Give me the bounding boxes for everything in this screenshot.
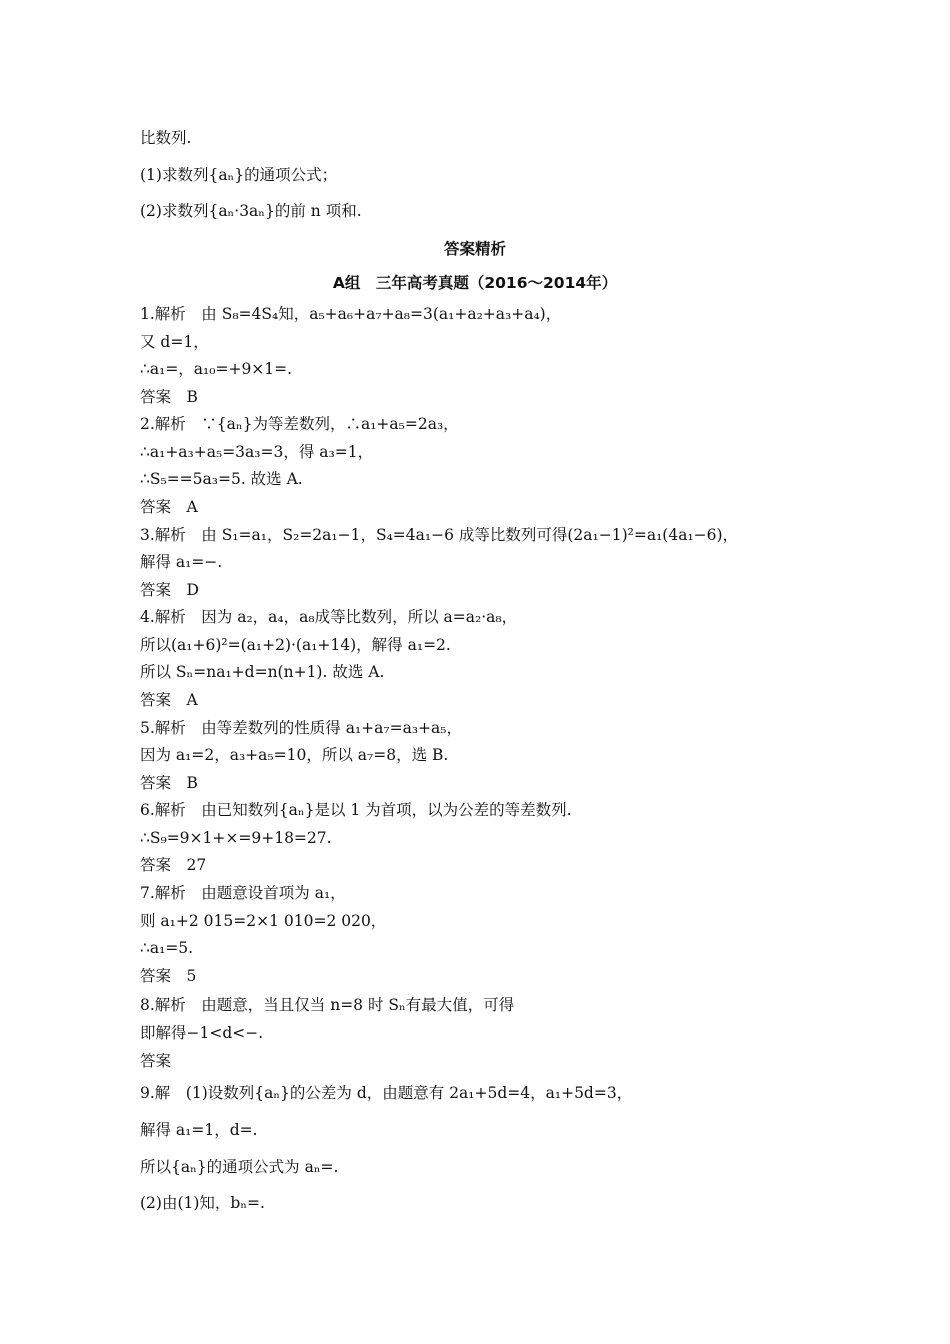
- text-line: 答案 A: [140, 691, 198, 709]
- text-line: 5.解析 由等差数列的性质得 a₁+a₇=a₃+a₅，: [140, 719, 462, 737]
- text-line: ∴a₁=5.: [140, 939, 194, 957]
- intro-line-2: (1)求数列{aₙ}的通项公式；: [140, 166, 338, 184]
- group-title: A组 三年高考真题（2016～2014年）: [332, 274, 618, 292]
- answer-title: 答案精析: [443, 240, 506, 258]
- text-line: ∴S₅==5a₃=5. 故选 A.: [140, 470, 303, 488]
- text-line: 4.解析 因为 a₂，a₄，a₈成等比数列，所以 a=a₂·a₈，: [140, 608, 518, 626]
- text-line: 6.解析 由已知数列{aₙ}是以 1 为首项，以为公差的等差数列.: [140, 801, 572, 819]
- text-line: 答案 5: [140, 967, 197, 985]
- text-line: 又 d=1，: [140, 333, 209, 351]
- text-line: 因为 a₁=2，a₃+a₅=10，所以 a₇=8，选 B.: [140, 746, 449, 764]
- text-line: ∴a₁+a₃+a₅=3a₃=3，得 a₃=1，: [140, 443, 374, 461]
- text-line: 答案 A: [140, 498, 198, 516]
- text-line: 8.解析 由题意，当且仅当 n=8 时 Sₙ有最大值，可得: [140, 996, 515, 1014]
- text-line: 2.解析 ∵{aₙ}为等差数列，∴a₁+a₅=2a₃，: [140, 415, 459, 433]
- text-line: 解得 a₁=1，d=.: [140, 1121, 258, 1139]
- text-line: 所以{aₙ}的通项公式为 aₙ=.: [140, 1158, 339, 1176]
- text-line: ∴S₉=9×1+×=9+18=27.: [140, 829, 332, 847]
- intro-line-3: (2)求数列{aₙ·3aₙ}的前 n 项和.: [140, 202, 362, 220]
- text-line: 答案 B: [140, 388, 198, 406]
- text-line: (2)由(1)知，bₙ=.: [140, 1194, 265, 1212]
- text-line: 即解得−1<d<−.: [140, 1024, 264, 1042]
- text-line: 所以(a₁+6)²=(a₁+2)·(a₁+14)，解得 a₁=2.: [140, 636, 451, 654]
- text-line: ∴a₁=，a₁₀=+9×1=.: [140, 360, 293, 378]
- text-line: 则 a₁+2 015=2×1 010=2 020，: [140, 912, 387, 930]
- text-line: 7.解析 由题意设首项为 a₁，: [140, 884, 346, 902]
- intro-line-1: 比数列.: [140, 129, 192, 147]
- text-line: 答案 27: [140, 856, 207, 874]
- text-line: 9.解 (1)设数列{aₙ}的公差为 d，由题意有 2a₁+5d=4，a₁+5d=3，: [140, 1084, 633, 1102]
- text-line: 答案 D: [140, 581, 199, 599]
- text-line: 答案 B: [140, 774, 198, 792]
- text-line: 所以 Sₙ=na₁+d=n(n+1). 故选 A.: [140, 663, 385, 681]
- text-line: 3.解析 由 S₁=a₁，S₂=2a₁−1，S₄=4a₁−6 成等比数列可得(2a₁−1)²=a₁(4a₁−6)，: [140, 526, 739, 544]
- text-line: 解得 a₁=−.: [140, 553, 223, 571]
- text-line: 答案: [140, 1052, 172, 1070]
- text-line: 1.解析 由 S₈=4S₄知，a₅+a₆+a₇+a₈=3(a₁+a₂+a₃+a₄)，: [140, 305, 562, 323]
